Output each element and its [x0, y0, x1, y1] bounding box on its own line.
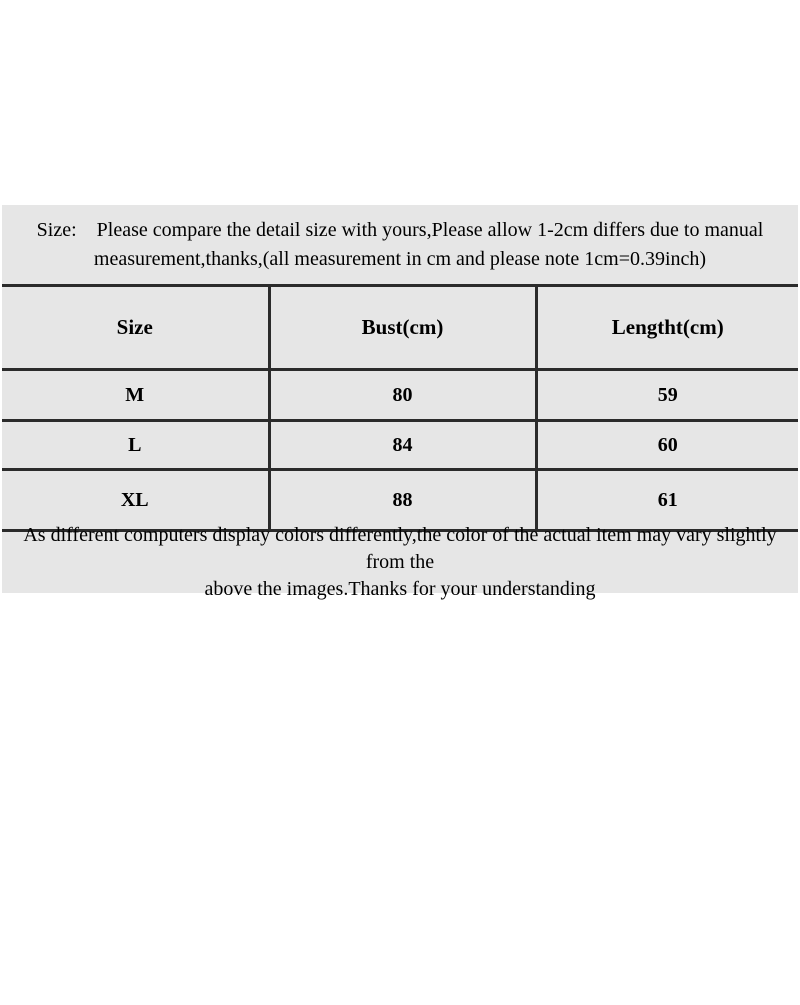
- column-header-length: Lengtht(cm): [536, 286, 798, 370]
- size-note-label: Size:: [36, 218, 77, 241]
- bust-value: 88: [269, 470, 536, 531]
- size-note-line-1: [2, 216, 798, 245]
- size-value: M: [2, 370, 269, 421]
- column-header-bust: Bust(cm): [269, 286, 536, 370]
- size-note: [2, 205, 798, 284]
- color-disclaimer: [2, 524, 798, 600]
- table-row-m: [2, 370, 798, 421]
- length-value: 59: [536, 370, 798, 421]
- bust-value: 80: [269, 370, 536, 421]
- color-disclaimer-line-2: above the images.Thanks for your understanding: [204, 578, 596, 600]
- size-note-line-1-text: Please compare the detail size with yours,Please allow 1-2cm differs due to manual: [96, 218, 764, 241]
- length-value: 60: [536, 421, 798, 470]
- color-disclaimer-line-1: As different computers display colors differently,the color of the actual item may vary slightly from the: [23, 524, 777, 573]
- table-row-l: [2, 421, 798, 470]
- size-note-line-2: measurement,thanks,(all measurement in cm and please note 1cm=0.39inch): [93, 247, 707, 270]
- size-chart-panel: [2, 205, 798, 600]
- length-value: 61: [536, 470, 798, 531]
- table-header-row: [2, 286, 798, 370]
- size-table: [2, 284, 798, 532]
- size-value: L: [2, 421, 269, 470]
- bust-value: 84: [269, 421, 536, 470]
- column-header-size: Size: [2, 286, 269, 370]
- size-value: XL: [2, 470, 269, 531]
